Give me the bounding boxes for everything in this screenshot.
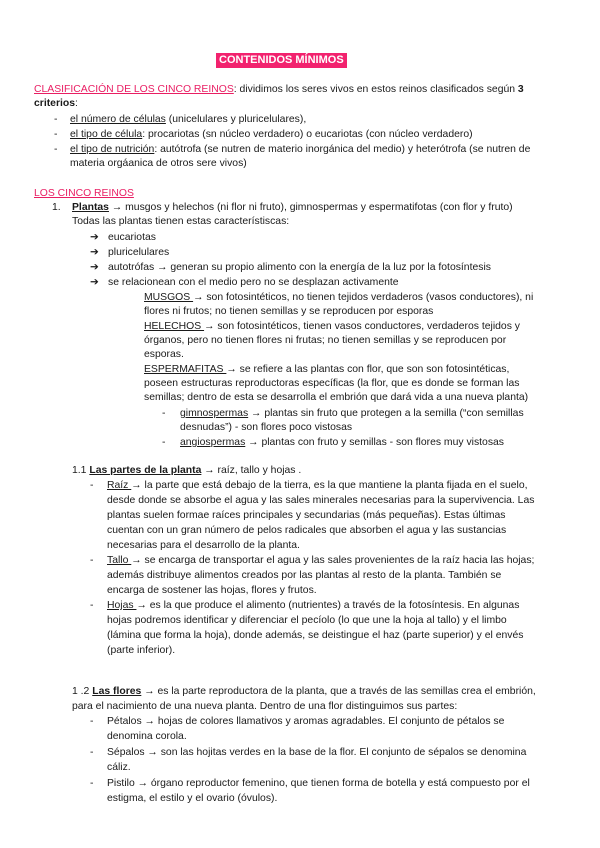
raiz-line-1: Raíz → la parte que está debajo de la tierra, es la que mantiene la planta fijada en el suelo, — [107, 480, 528, 491]
list-item: - — [54, 129, 58, 140]
flores-heading: 1 .2 Las flores → es la parte reproductora de la planta, que a través de las semillas crea el embrión, — [72, 686, 536, 697]
arrow-icon: ➔ — [90, 262, 99, 273]
list-item: - — [90, 716, 94, 727]
raiz-line-4: cuentan con un gran número de pelos radicales que absorben el agua y las sustancias — [107, 525, 507, 536]
hojas-line-3: (lámina que forma la hoja), donde además, se deistingue el haz (parte superior) y el envés — [107, 630, 524, 641]
list-item: - — [54, 144, 58, 155]
list-item: - — [162, 408, 166, 419]
arrow-icon: ➔ — [90, 277, 99, 288]
clasificacion-intro: CLASIFICACIÓN DE LOS CINCO REINOS: dividimos los seres vivos en estos reinos clasificados según 3 — [34, 84, 524, 95]
criterio-3: el tipo de nutrición: autótrofa (se nutren de materio inorgánica del medio) y heterótrofa (se nutren de — [70, 144, 531, 155]
hojas-line-1: Hojas → es la que produce el alimento (nutrientes) a través de la fotosíntesis. En algunas — [107, 600, 520, 611]
list-item: - — [90, 747, 94, 758]
plantas-number: 1. — [52, 202, 61, 213]
gimnospermas-line-2: desnudas”) - son flores poco vistosas — [180, 422, 353, 433]
criterio-1: el número de células (unicelulares y pluricelulares), — [70, 114, 307, 125]
petalos-line-2: denomina corola. — [107, 731, 187, 742]
caracteristica-1: eucariotas — [108, 232, 156, 243]
helechos-line-1: HELECHOS → son fotosintéticos, tienen vasos conductores, verdaderos tejidos y — [144, 321, 520, 332]
clasificacion-heading: CLASIFICACIÓN DE LOS CINCO REINOS — [34, 84, 234, 95]
caracteristica-2: pluricelulares — [108, 247, 170, 258]
criterio-3-cont: materia orgáanica de otros sere vivos) — [70, 158, 247, 169]
espermafitas-line-2: poseen estructuras reproductoras específicas (la flor, que es donde se forman las — [144, 378, 520, 389]
flores-line-2: para el nacimiento de una nueva planta. Dentro de una flor distinguimos sus partes: — [72, 701, 458, 712]
caracteristica-4: se relacionean con el medio pero no se desplazan activamente — [108, 277, 399, 288]
tallo-line-3: encarga de sostener las hojas, flores y frutos. — [107, 585, 317, 596]
helechos-line-2: órganos, pero no tienen flores ni frutas; no tienen semillas y se reproducen por — [144, 335, 507, 346]
list-item: - — [162, 437, 166, 448]
helechos-line-3: esporas. — [144, 349, 184, 360]
petalos-line-1: Pétalos → hojas de colores llamativos y aromas agradables. El conjunto de pétalos se — [107, 716, 505, 727]
raiz-line-3: plantas suelen formae raíces principales y secundarias (más pequeñas). Estas últimas — [107, 510, 506, 521]
tallo-line-2: además distribuye alimentos creados por las plantas al resto de la planta. También se — [107, 570, 502, 581]
hojas-line-4: (parte inferior). — [107, 645, 176, 656]
list-item: - — [90, 600, 94, 611]
clasificacion-intro-cont: criterios: — [34, 98, 78, 109]
sepalos-line-1: Sépalos → son las hojitas verdes en la base de la flor. El conjunto de sépalos se denomina — [107, 747, 527, 758]
musgos-line-1: MUSGOS → son fotosintéticos, no tienen tejidos verdaderos (vasos conductores), ni — [144, 292, 534, 303]
pistilo-line-2: estigma, el estilo y el ovario (óvulos). — [107, 793, 278, 804]
raiz-line-5: necesarias para el desarrollo de la planta. — [107, 540, 300, 551]
list-item: - — [90, 778, 94, 789]
reinos-heading: LOS CINCO REINOS — [34, 188, 134, 199]
raiz-line-2: desde donde se absorbe el agua y las sales minerales necesarias para la supervivencia. Las — [107, 495, 535, 506]
criterio-2: el tipo de célula: procariotas (sn núcleo verdadero) o eucariotas (con núcleo verdadero) — [70, 129, 473, 140]
list-item: - — [54, 114, 58, 125]
sepalos-line-2: cáliz. — [107, 762, 131, 773]
espermafitas-line-3: semillas; dentro de esta se desarrolla el embrión que dará vida a una nueva planta) — [144, 392, 529, 403]
arrow-icon: ➔ — [90, 232, 99, 243]
angiospermas-line: angiospermas → plantas con fruto y semillas - son flores muy vistosas — [180, 437, 504, 448]
gimnospermas-line-1: gimnospermas → plantas sin fruto que protegen a la semilla (“con semillas — [180, 408, 524, 419]
partes-heading: 1.1 Las partes de la planta → raíz, tallo y hojas . — [72, 465, 302, 476]
tallo-line-1: Tallo → se encarga de transportar el agua y las sales provenientes de la raíz hacia las hojas; — [107, 555, 535, 566]
hojas-line-2: hojas podremos identificar y diferenciar el pecíolo (lo que une la hoja al tallo) y el limbo — [107, 615, 507, 626]
plantas-line: Plantas → musgos y helechos (ni flor ni fruto), gimnospermas y espermatifotas (con flor y fruto) — [72, 202, 513, 213]
page-title: CONTENIDOS MÍNIMOS — [216, 53, 347, 68]
list-item: - — [90, 480, 94, 491]
caracteristica-3: autotrófas → generan su propio alimento con la energía de la luz por la fotosíntesis — [108, 262, 491, 273]
espermafitas-line-1: ESPERMAFITAS → se refiere a las plantas con flor, que son son fotosintéticas, — [144, 364, 510, 375]
musgos-line-2: flores ni frutos; no tienen semillas y se reproducen por esporas — [144, 306, 434, 317]
plantas-intro: Todas las plantas tienen estas característiscas: — [72, 216, 290, 227]
arrow-icon: ➔ — [90, 247, 99, 258]
list-item: - — [90, 555, 94, 566]
pistilo-line-1: Pistilo → órgano reproductor femenino, que tienen forma de botella y está compuesto por el — [107, 778, 530, 789]
